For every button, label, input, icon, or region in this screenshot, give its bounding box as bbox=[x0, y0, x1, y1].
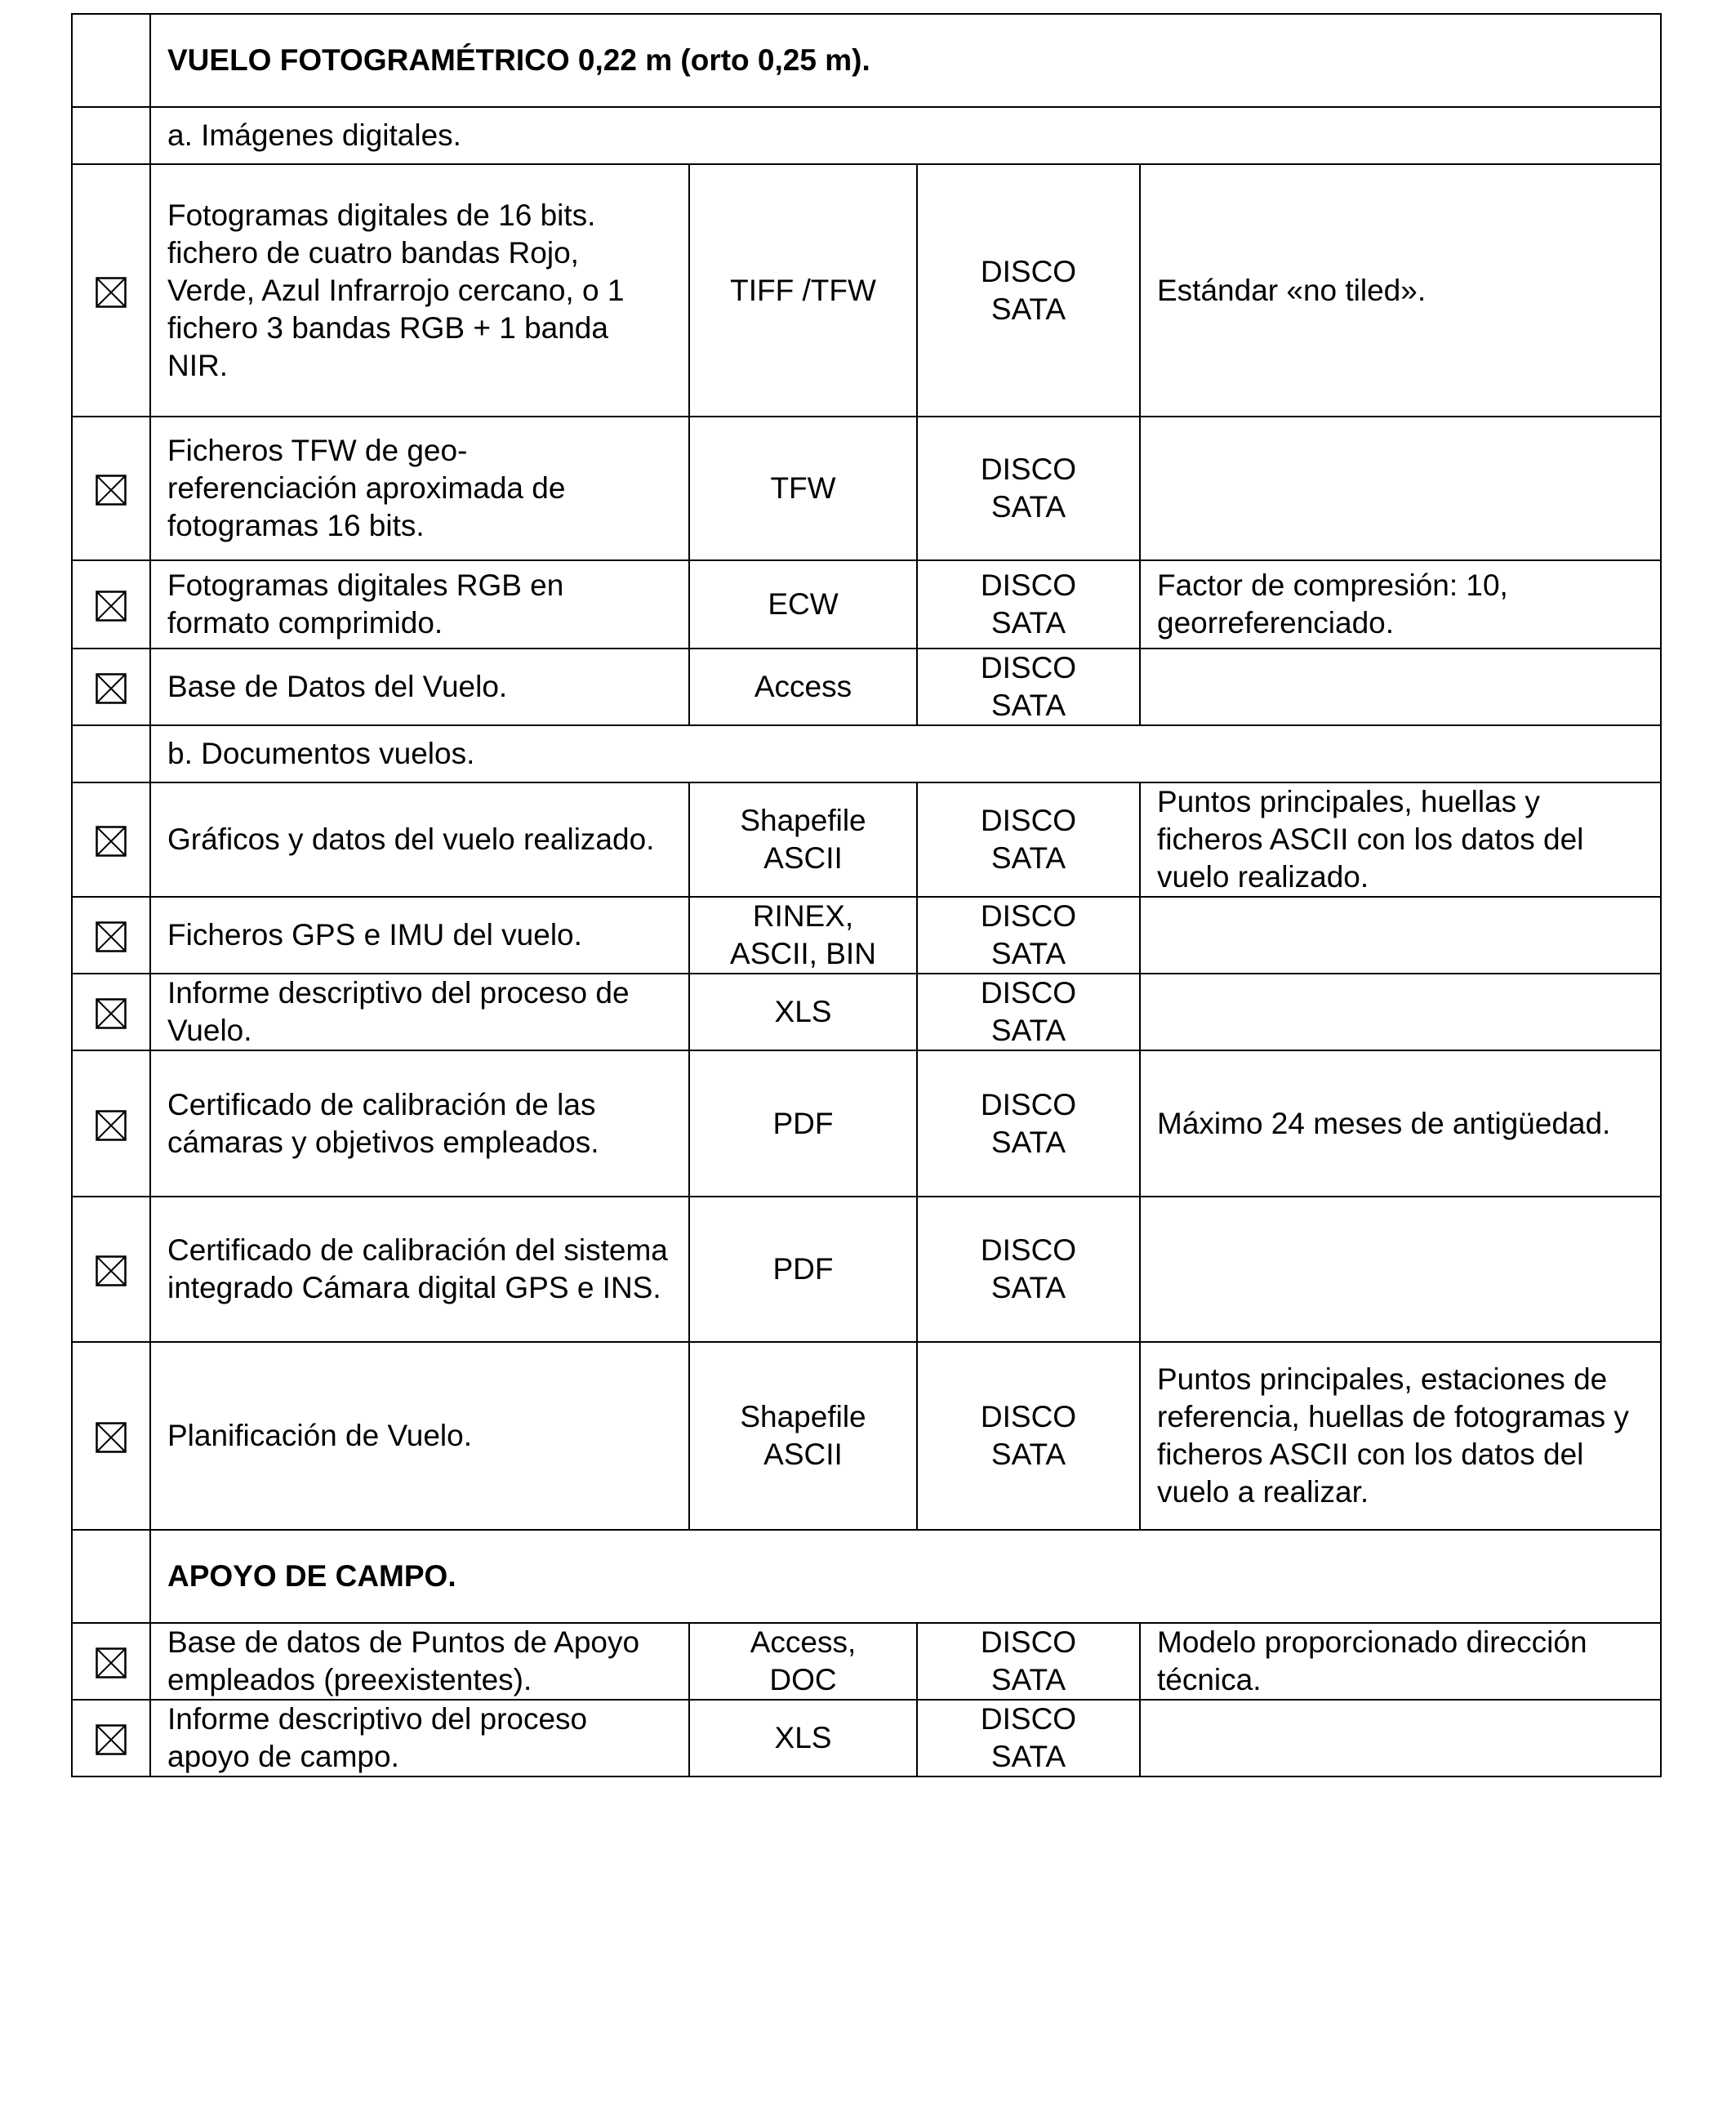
item-support: DISCO SATA bbox=[917, 417, 1140, 560]
table-row bbox=[72, 164, 1661, 417]
item-support: DISCO SATA bbox=[917, 897, 1140, 974]
item-support: DISCO SATA bbox=[917, 1197, 1140, 1342]
item-format: XLS bbox=[689, 974, 917, 1050]
item-support: DISCO SATA bbox=[917, 560, 1140, 649]
section-title: APOYO DE CAMPO. bbox=[150, 1530, 1661, 1623]
checkbox-cell[interactable] bbox=[72, 897, 150, 974]
item-description: Planificación de Vuelo. bbox=[150, 1342, 689, 1530]
checked-box-icon[interactable] bbox=[96, 673, 127, 704]
item-notes: Máximo 24 meses de antigüedad. bbox=[1140, 1050, 1661, 1197]
item-format: TIFF /TFW bbox=[689, 164, 917, 417]
checked-box-icon[interactable] bbox=[96, 1647, 127, 1678]
item-format: PDF bbox=[689, 1050, 917, 1197]
item-notes bbox=[1140, 897, 1661, 974]
checked-box-icon[interactable] bbox=[96, 1255, 127, 1286]
section-header-row bbox=[72, 14, 1661, 107]
item-description: Base de Datos del Vuelo. bbox=[150, 649, 689, 725]
item-format: TFW bbox=[689, 417, 917, 560]
item-support: DISCO SATA bbox=[917, 782, 1140, 897]
subsection-header-row bbox=[72, 107, 1661, 164]
item-notes: Modelo proporcionado dirección técnica. bbox=[1140, 1623, 1661, 1700]
item-support: DISCO SATA bbox=[917, 1700, 1140, 1776]
subsection-title: b. Documentos vuelos. bbox=[150, 725, 1661, 782]
checked-box-icon[interactable] bbox=[96, 475, 127, 506]
checked-box-icon[interactable] bbox=[96, 1724, 127, 1755]
item-notes bbox=[1140, 1700, 1661, 1776]
checkbox-cell[interactable] bbox=[72, 782, 150, 897]
checkbox-cell[interactable] bbox=[72, 164, 150, 417]
item-format: ECW bbox=[689, 560, 917, 649]
checkbox-cell[interactable] bbox=[72, 1050, 150, 1197]
table-row bbox=[72, 1342, 1661, 1530]
item-description: Fotogramas digitales de 16 bits. fichero de cuatro bandas Rojo, Verde, Azul Infrarrojo cercano, o 1 fichero 3 bandas RGB + 1 banda NIR. bbox=[150, 164, 689, 417]
checked-box-icon[interactable] bbox=[96, 1110, 127, 1141]
checked-box-icon[interactable] bbox=[96, 921, 127, 952]
item-format: Shapefile ASCII bbox=[689, 782, 917, 897]
item-description: Base de datos de Puntos de Apoyo empleados (preexistentes). bbox=[150, 1623, 689, 1700]
item-support: DISCO SATA bbox=[917, 1342, 1140, 1530]
item-notes bbox=[1140, 1197, 1661, 1342]
checkbox-cell[interactable] bbox=[72, 1342, 150, 1530]
item-format: PDF bbox=[689, 1197, 917, 1342]
item-description: Certificado de calibración del sistema integrado Cámara digital GPS e INS. bbox=[150, 1197, 689, 1342]
empty-check-cell bbox=[72, 14, 150, 107]
item-description: Ficheros TFW de geo- referenciación aproximada de fotogramas 16 bits. bbox=[150, 417, 689, 560]
item-format: Shapefile ASCII bbox=[689, 1342, 917, 1530]
item-description: Gráficos y datos del vuelo realizado. bbox=[150, 782, 689, 897]
empty-check-cell bbox=[72, 725, 150, 782]
item-support: DISCO SATA bbox=[917, 649, 1140, 725]
deliverables-table bbox=[71, 13, 1662, 1777]
item-support: DISCO SATA bbox=[917, 974, 1140, 1050]
checked-box-icon[interactable] bbox=[96, 591, 127, 622]
item-description: Informe descriptivo del proceso apoyo de campo. bbox=[150, 1700, 689, 1776]
checkbox-cell[interactable] bbox=[72, 560, 150, 649]
table-row bbox=[72, 974, 1661, 1050]
checkbox-cell[interactable] bbox=[72, 649, 150, 725]
item-description: Ficheros GPS e IMU del vuelo. bbox=[150, 897, 689, 974]
checked-box-icon[interactable] bbox=[96, 826, 127, 857]
item-format: XLS bbox=[689, 1700, 917, 1776]
subsection-header-row bbox=[72, 725, 1661, 782]
item-description: Fotogramas digitales RGB en formato comprimido. bbox=[150, 560, 689, 649]
checked-box-icon[interactable] bbox=[96, 998, 127, 1029]
item-notes bbox=[1140, 649, 1661, 725]
item-support: DISCO SATA bbox=[917, 1623, 1140, 1700]
subsection-title: a. Imágenes digitales. bbox=[150, 107, 1661, 164]
section-title: VUELO FOTOGRAMÉTRICO 0,22 m (orto 0,25 m). bbox=[150, 14, 1661, 107]
item-description: Informe descriptivo del proceso de Vuelo. bbox=[150, 974, 689, 1050]
table-row bbox=[72, 897, 1661, 974]
checked-box-icon[interactable] bbox=[96, 1422, 127, 1453]
item-notes bbox=[1140, 417, 1661, 560]
item-support: DISCO SATA bbox=[917, 1050, 1140, 1197]
empty-check-cell bbox=[72, 107, 150, 164]
checkbox-cell[interactable] bbox=[72, 1700, 150, 1776]
table-row bbox=[72, 1050, 1661, 1197]
table-row bbox=[72, 1197, 1661, 1342]
checkbox-cell[interactable] bbox=[72, 974, 150, 1050]
item-notes: Puntos principales, huellas y ficheros ASCII con los datos del vuelo realizado. bbox=[1140, 782, 1661, 897]
item-notes: Puntos principales, estaciones de referencia, huellas de fotogramas y ficheros ASCII con los datos del vuelo a realizar. bbox=[1140, 1342, 1661, 1530]
item-notes bbox=[1140, 974, 1661, 1050]
table-row bbox=[72, 417, 1661, 560]
empty-check-cell bbox=[72, 1530, 150, 1623]
item-format: Access bbox=[689, 649, 917, 725]
table-row bbox=[72, 1700, 1661, 1776]
item-format: RINEX, ASCII, BIN bbox=[689, 897, 917, 974]
table-row bbox=[72, 560, 1661, 649]
checkbox-cell[interactable] bbox=[72, 417, 150, 560]
table-row bbox=[72, 1623, 1661, 1700]
item-support: DISCO SATA bbox=[917, 164, 1140, 417]
table-row bbox=[72, 782, 1661, 897]
checked-box-icon[interactable] bbox=[96, 277, 127, 308]
item-notes: Estándar «no tiled». bbox=[1140, 164, 1661, 417]
section-header-row bbox=[72, 1530, 1661, 1623]
item-format: Access, DOC bbox=[689, 1623, 917, 1700]
table-row bbox=[72, 649, 1661, 725]
item-description: Certificado de calibración de las cámaras y objetivos empleados. bbox=[150, 1050, 689, 1197]
item-notes: Factor de compresión: 10, georreferenciado. bbox=[1140, 560, 1661, 649]
checkbox-cell[interactable] bbox=[72, 1623, 150, 1700]
checkbox-cell[interactable] bbox=[72, 1197, 150, 1342]
